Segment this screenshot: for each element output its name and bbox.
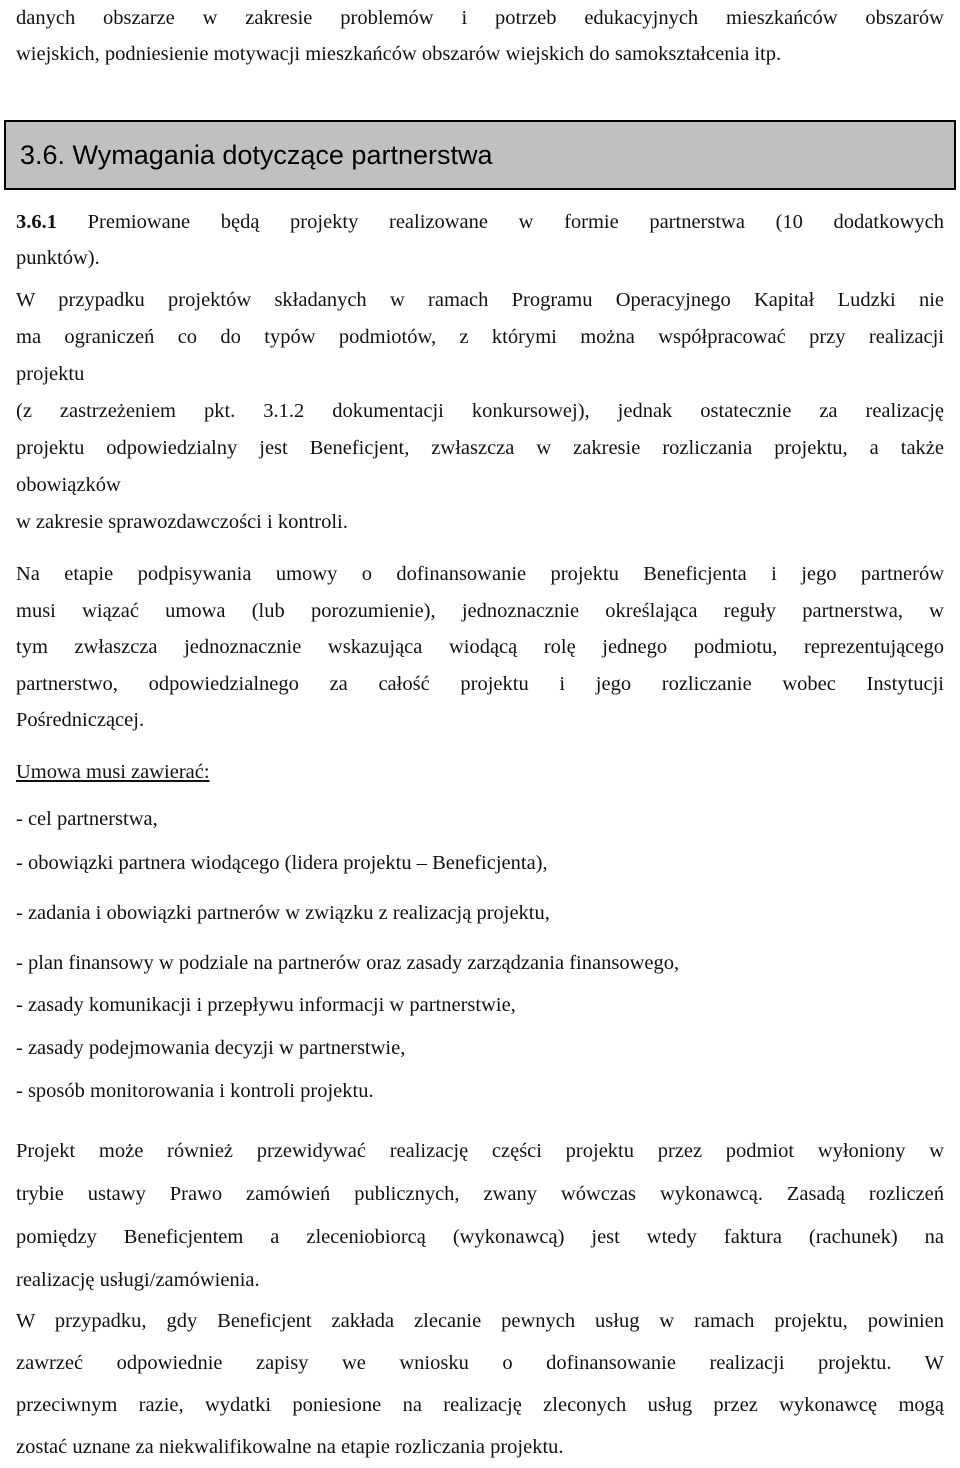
- para1-line: ma ograniczeń co do typów podmiotów, z którymi można współpracować przy realizacji: [16, 326, 944, 348]
- intro-paragraph: [16, 0, 944, 72]
- subsection-line-1: [16, 204, 944, 240]
- subsection-number: 3.6.1: [16, 211, 57, 233]
- para2-line: Na etapie podpisywania umowy o dofinansowanie projektu Beneficjenta i jego partnerów: [16, 563, 944, 585]
- section-heading: 3.6. Wymagania dotyczące partnerstwa: [20, 140, 493, 170]
- paragraph-subcontracting: [16, 1130, 944, 1302]
- para4-line: zawrzeć odpowiednie zapisy we wniosku o dofinansowanie realizacji projektu. W: [16, 1352, 944, 1374]
- para3-line: Projekt może również przewidywać realizację części projektu przez podmiot wyłoniony w: [16, 1140, 944, 1162]
- list-item: - zasady podejmowania decyzji w partnerstwie,: [16, 1037, 406, 1059]
- list-item: - zadania i obowiązki partnerów w związku z realizacją projektu,: [16, 902, 550, 924]
- para1-line: obowiązków: [16, 474, 121, 496]
- intro-line-1: danych obszarze w zakresie problemów i potrzeb edukacyjnych mieszkańców obszarów: [16, 7, 944, 29]
- para1-line: W przypadku projektów składanych w ramach Programu Operacyjnego Kapitał Ludzki nie: [16, 289, 944, 311]
- para3-line: trybie ustawy Prawo zamówień publicznych, zwany wówczas wykonawcą. Zasadą rozliczeń: [16, 1183, 944, 1205]
- para2-line: partnerstwo, odpowiedzialnego za całość projektu i jego rozliczanie wobec Instytucji: [16, 672, 944, 695]
- para3-line: realizację usługi/zamówienia.: [16, 1269, 260, 1291]
- paragraph-agreement-requirement: [16, 556, 944, 739]
- para3-line: pomiędzy Beneficjentem a zleceniobiorcą (wykonawcą) jest wtedy faktura (rachunek) na: [16, 1226, 944, 1248]
- list-item: - zasady komunikacji i przepływu informacji w partnerstwie,: [16, 994, 516, 1016]
- para1-line: projektu: [16, 363, 85, 385]
- para4-line: przeciwnym razie, wydatki poniesione na realizację zleconych usług przez wykonawcę mogą: [16, 1394, 944, 1416]
- paragraph-outsourcing-services: [16, 1300, 944, 1468]
- list-item: - obowiązki partnera wiodącego (lidera projektu – Beneficjenta),: [16, 852, 548, 874]
- section-heading-box: [4, 120, 956, 190]
- para2-line: Pośredniczącej.: [16, 709, 145, 731]
- contract-heading: Umowa musi zawierać:: [16, 761, 210, 783]
- para4-line: zostać uznane za niekwalifikowalne na etapie rozliczania projektu.: [16, 1436, 564, 1458]
- paragraph-partnership-scope: [16, 282, 944, 541]
- para1-line: projektu odpowiedzialny jest Beneficjent, zwłaszcza w zakresie rozliczania projektu, a także: [16, 437, 944, 459]
- para2-line: tym zwłaszcza jednoznacznie wskazująca wiodącą rolę jednego podmiotu, reprezentującego: [16, 636, 944, 658]
- para1-line: (z zastrzeżeniem pkt. 3.1.2 dokumentacji konkursowej), jednak ostatecznie za realizację: [16, 400, 944, 422]
- list-item: - sposób monitorowania i kontroli projektu.: [16, 1080, 374, 1102]
- contract-heading-block: [16, 756, 944, 788]
- subsection-paragraph: [16, 204, 944, 276]
- para4-line: W przypadku, gdy Beneficjent zakłada zlecanie pewnych usług w ramach projektu, powinien: [16, 1310, 944, 1332]
- subsection-line-2: punktów).: [16, 247, 100, 269]
- para2-line: musi wiązać umowa (lub porozumienie), jednoznacznie określająca reguły partnerstwa, w: [16, 599, 944, 622]
- subsection-line-1-text: Premiowane będą projekty realizowane w formie partnerstwa (10 dodatkowych: [57, 211, 944, 233]
- list-item: - plan finansowy w podziale na partnerów oraz zasady zarządzania finansowego,: [16, 952, 680, 974]
- list-item: - cel partnerstwa,: [16, 808, 158, 830]
- intro-line-2: wiejskich, podniesienie motywacji mieszkańców obszarów wiejskich do samokształcenia itp.: [16, 43, 782, 65]
- para1-line: w zakresie sprawozdawczości i kontroli.: [16, 511, 348, 533]
